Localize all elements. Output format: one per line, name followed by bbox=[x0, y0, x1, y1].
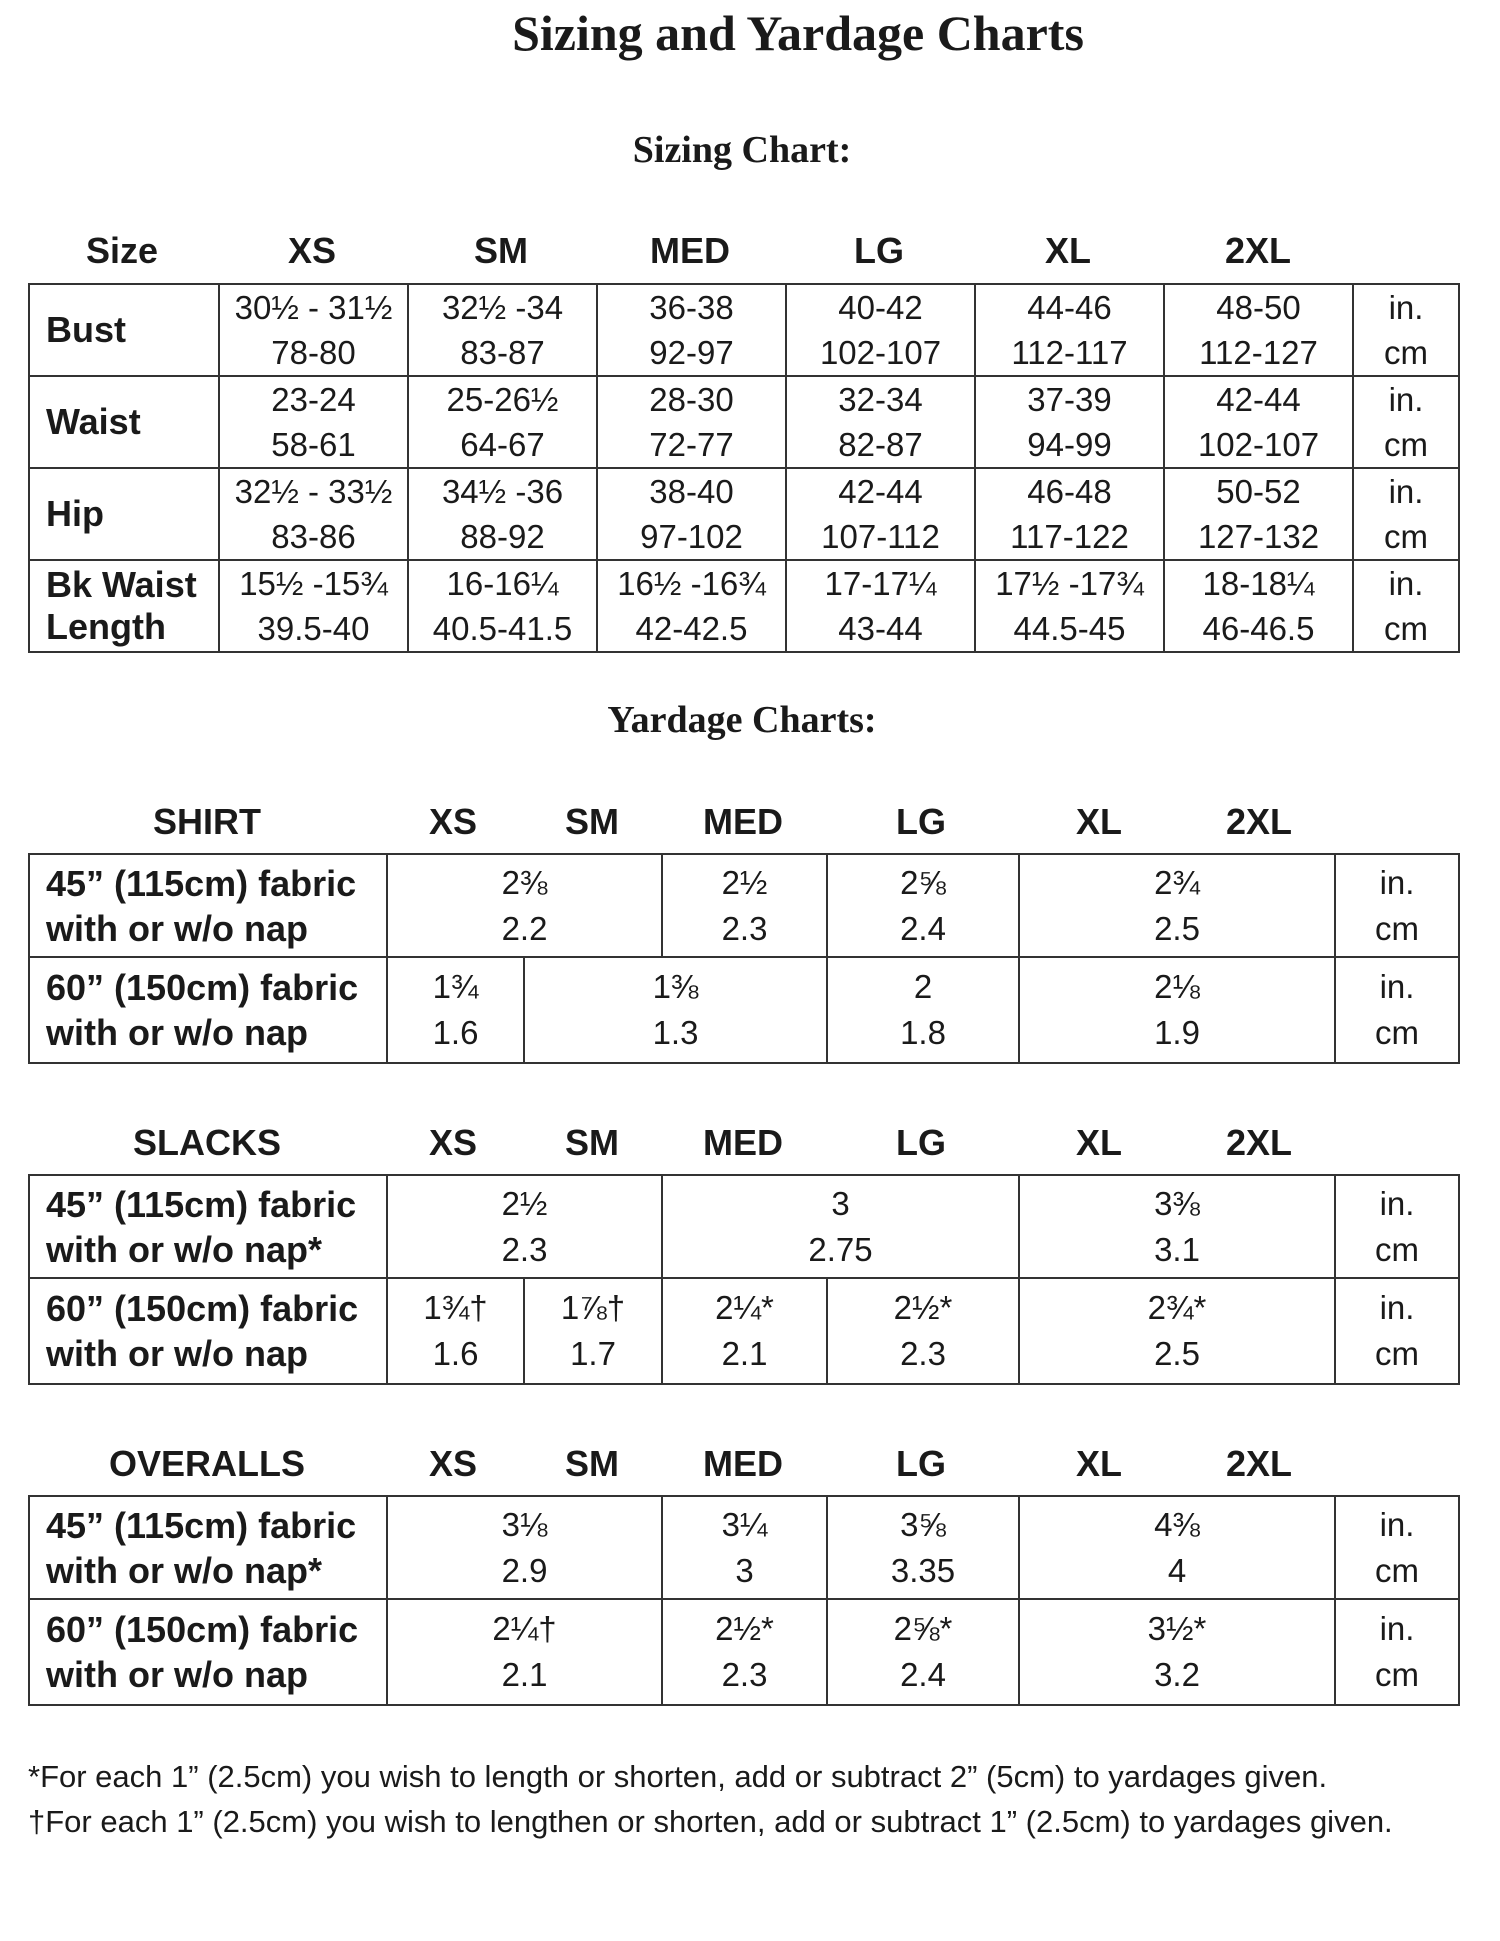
page-title: Sizing and Yardage Charts bbox=[512, 5, 1084, 61]
size-header-med: MED bbox=[703, 801, 783, 842]
size-header-sm: SM bbox=[474, 230, 528, 271]
table-cell: 2⅜ 2.2 bbox=[387, 854, 662, 957]
overalls-yardage-table bbox=[28, 1495, 1460, 1706]
size-header-xs: XS bbox=[287, 230, 337, 271]
size-header-med: MED bbox=[703, 1443, 783, 1484]
table-cell: 3⅜ 3.1 bbox=[1019, 1175, 1335, 1278]
table-cell: 1⅞† 1.7 bbox=[524, 1278, 662, 1384]
table-cell: 2¼* 2.1 bbox=[662, 1278, 827, 1384]
table-cell: 34½ -36 88-92 bbox=[408, 468, 597, 560]
table-row bbox=[29, 957, 1459, 1063]
size-header-xl: XL bbox=[1075, 801, 1123, 842]
row-label-45-fabric: 45” (115cm) fabric with or w/o nap* bbox=[29, 1175, 387, 1278]
size-header-2xl: 2XL bbox=[1225, 1122, 1293, 1163]
table-row bbox=[29, 468, 1459, 560]
table-cell: 4⅜ 4 bbox=[1019, 1496, 1335, 1599]
table-cell: 2¾ 2.5 bbox=[1019, 854, 1335, 957]
table-cell: 2⅛ 1.9 bbox=[1019, 957, 1335, 1063]
overalls-title: OVERALLS bbox=[108, 1443, 306, 1484]
table-cell: 2½ 2.3 bbox=[387, 1175, 662, 1278]
footnote-star: *For each 1” (2.5cm) you wish to length or shorten, add or subtract 2” (5cm) to yardages given. bbox=[28, 1759, 1328, 1794]
size-header-sm: SM bbox=[565, 801, 619, 842]
row-label-60-fabric: 60” (150cm) fabric with or w/o nap bbox=[29, 957, 387, 1063]
row-label-bust: Bust bbox=[29, 284, 219, 376]
unit-cell: in. cm bbox=[1335, 1496, 1459, 1599]
table-cell: 23-24 58-61 bbox=[219, 376, 408, 468]
table-row bbox=[29, 1175, 1459, 1278]
table-cell: 15½ -15¾ 39.5-40 bbox=[219, 560, 408, 652]
table-cell: 42-44 107-112 bbox=[786, 468, 975, 560]
sizing-chart-heading: Sizing Chart: bbox=[632, 129, 852, 171]
table-cell: 1¾ 1.6 bbox=[387, 957, 524, 1063]
size-header-2xl: 2XL bbox=[1225, 801, 1293, 842]
size-header-2xl: 2XL bbox=[1225, 1443, 1293, 1484]
table-cell: 2 1.8 bbox=[827, 957, 1019, 1063]
unit-cell: in. cm bbox=[1353, 376, 1459, 468]
table-cell: 2¼† 2.1 bbox=[387, 1599, 662, 1705]
table-cell: 3½* 3.2 bbox=[1019, 1599, 1335, 1705]
table-cell: 17½ -17¾ 44.5-45 bbox=[975, 560, 1164, 652]
table-cell: 28-30 72-77 bbox=[597, 376, 786, 468]
table-cell: 18-18¼ 46-46.5 bbox=[1164, 560, 1353, 652]
row-label-45-fabric: 45” (115cm) fabric with or w/o nap bbox=[29, 854, 387, 957]
slacks-yardage-table bbox=[28, 1174, 1460, 1385]
unit-cell: in. cm bbox=[1335, 957, 1459, 1063]
table-cell: 2⅝* 2.4 bbox=[827, 1599, 1019, 1705]
table-cell: 16½ -16¾ 42-42.5 bbox=[597, 560, 786, 652]
unit-cell: in. cm bbox=[1353, 284, 1459, 376]
table-row bbox=[29, 560, 1459, 652]
table-cell: 32½ - 33½ 83-86 bbox=[219, 468, 408, 560]
footnotes bbox=[28, 1754, 1488, 1844]
table-cell: 32-34 82-87 bbox=[786, 376, 975, 468]
slacks-title: SLACKS bbox=[132, 1122, 282, 1163]
table-cell: 3¼ 3 bbox=[662, 1496, 827, 1599]
size-header-xs: XS bbox=[428, 1443, 478, 1484]
overalls-header-row bbox=[0, 1443, 1500, 1487]
size-header-lg: LG bbox=[854, 230, 904, 271]
table-cell: 17-17¼ 43-44 bbox=[786, 560, 975, 652]
table-cell: 40-42 102-107 bbox=[786, 284, 975, 376]
table-row bbox=[29, 1496, 1459, 1599]
size-header-med: MED bbox=[703, 1122, 783, 1163]
size-header-xs: XS bbox=[428, 1122, 478, 1163]
size-header-xl: XL bbox=[1075, 1122, 1123, 1163]
size-header-xl: XL bbox=[1044, 230, 1092, 271]
unit-cell: in. cm bbox=[1353, 468, 1459, 560]
unit-cell: in. cm bbox=[1335, 854, 1459, 957]
shirt-yardage-table bbox=[28, 853, 1460, 1064]
size-header-xl: XL bbox=[1075, 1443, 1123, 1484]
row-label-waist: Waist bbox=[29, 376, 219, 468]
size-header-lg: LG bbox=[896, 801, 946, 842]
row-label-60-fabric: 60” (150cm) fabric with or w/o nap bbox=[29, 1278, 387, 1384]
table-cell: 2½* 2.3 bbox=[662, 1599, 827, 1705]
table-cell: 2½* 2.3 bbox=[827, 1278, 1019, 1384]
unit-cell: in. cm bbox=[1353, 560, 1459, 652]
table-cell: 16-16¼ 40.5-41.5 bbox=[408, 560, 597, 652]
table-cell: 46-48 117-122 bbox=[975, 468, 1164, 560]
unit-cell: in. cm bbox=[1335, 1599, 1459, 1705]
table-cell: 1¾† 1.6 bbox=[387, 1278, 524, 1384]
table-cell: 48-50 112-127 bbox=[1164, 284, 1353, 376]
table-cell: 42-44 102-107 bbox=[1164, 376, 1353, 468]
footnote-dagger: †For each 1” (2.5cm) you wish to lengthen or shorten, add or subtract 1” (2.5cm) to yardages given. bbox=[28, 1804, 1393, 1839]
table-cell: 37-39 94-99 bbox=[975, 376, 1164, 468]
size-header-sm: SM bbox=[565, 1122, 619, 1163]
shirt-header-row bbox=[0, 801, 1500, 845]
table-cell: 36-38 92-97 bbox=[597, 284, 786, 376]
sizing-header-row bbox=[0, 230, 1500, 274]
table-row bbox=[29, 854, 1459, 957]
table-cell: 3 2.75 bbox=[662, 1175, 1019, 1278]
sizing-table bbox=[28, 283, 1460, 653]
table-cell: 2½ 2.3 bbox=[662, 854, 827, 957]
row-label-60-fabric: 60” (150cm) fabric with or w/o nap bbox=[29, 1599, 387, 1705]
size-column-label: Size bbox=[85, 230, 159, 271]
table-cell: 2⅝ 2.4 bbox=[827, 854, 1019, 957]
size-header-lg: LG bbox=[896, 1122, 946, 1163]
table-cell: 50-52 127-132 bbox=[1164, 468, 1353, 560]
table-cell: 3⅝ 3.35 bbox=[827, 1496, 1019, 1599]
size-header-2xl: 2XL bbox=[1224, 230, 1292, 271]
table-cell: 38-40 97-102 bbox=[597, 468, 786, 560]
table-cell: 2¾* 2.5 bbox=[1019, 1278, 1335, 1384]
size-header-med: MED bbox=[650, 230, 730, 271]
unit-cell: in. cm bbox=[1335, 1278, 1459, 1384]
row-label-hip: Hip bbox=[29, 468, 219, 560]
table-cell: 32½ -34 83-87 bbox=[408, 284, 597, 376]
table-cell: 30½ - 31½ 78-80 bbox=[219, 284, 408, 376]
table-row bbox=[29, 376, 1459, 468]
row-label-bk-waist-length: Bk Waist Length bbox=[29, 560, 219, 652]
size-header-lg: LG bbox=[896, 1443, 946, 1484]
size-header-xs: XS bbox=[428, 801, 478, 842]
slacks-header-row bbox=[0, 1122, 1500, 1166]
table-row bbox=[29, 284, 1459, 376]
table-row bbox=[29, 1599, 1459, 1705]
shirt-title: SHIRT bbox=[153, 801, 261, 842]
row-label-45-fabric: 45” (115cm) fabric with or w/o nap* bbox=[29, 1496, 387, 1599]
table-cell: 44-46 112-117 bbox=[975, 284, 1164, 376]
unit-cell: in. cm bbox=[1335, 1175, 1459, 1278]
table-cell: 1⅜ 1.3 bbox=[524, 957, 827, 1063]
table-row bbox=[29, 1278, 1459, 1384]
yardage-charts-heading: Yardage Charts: bbox=[607, 699, 877, 741]
table-cell: 3⅛ 2.9 bbox=[387, 1496, 662, 1599]
size-header-sm: SM bbox=[565, 1443, 619, 1484]
table-cell: 25-26½ 64-67 bbox=[408, 376, 597, 468]
